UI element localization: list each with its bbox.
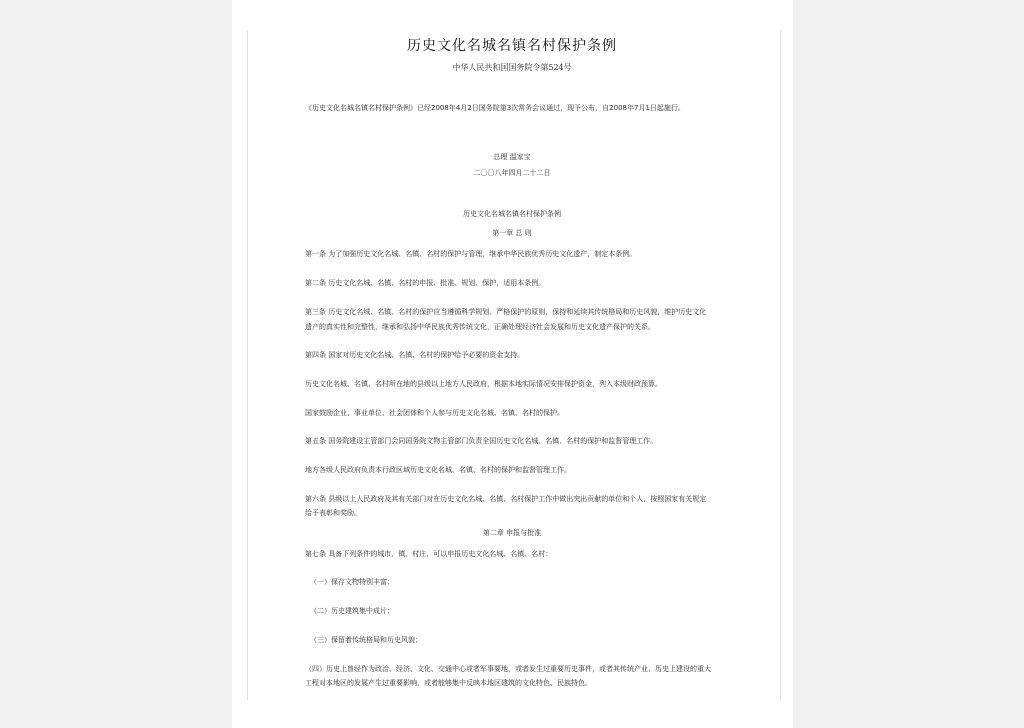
document-title: 历史文化名城名镇名村保护条例: [407, 38, 617, 54]
page-border-left: [247, 30, 248, 700]
article-2: 第二条 历史文化名城、名镇、名村的申报、批准、规划、保护，适用本条例。: [305, 279, 546, 287]
promulgation-text: 《历史文化名城名镇名村保护条例》已经2008年4月2日国务院第3次常务会议通过，现予公布，自2008年7月1日起施行。: [305, 104, 685, 112]
article-7: 第七条 具备下列条件的城市、镇、村庄，可以申报历史文化名城、名镇、名村：: [305, 550, 553, 558]
article-3-line-1: 第三条 历史文化名城、名镇、名村的保护应当遵循科学规划、严格保护的原则，保持和延续其传统格局和历史风貌，维护历史文化: [305, 308, 707, 316]
article-5-para-1: 第五条 国务院建设主管部门会同国务院文物主管部门负责全国历史文化名城、名镇、名村的保护和监督管理工作。: [305, 437, 658, 445]
article-3-line-2: 遗产的真实性和完整性，继承和弘扬中华民族优秀传统文化，正确处理经济社会发展和历史文化遗产保护的关系。: [305, 323, 655, 331]
article-4-para-2: 历史文化名城、名镇、名村所在地的县级以上地方人民政府，根据本地实际情况安排保护资金，列入本级财政预算。: [305, 380, 662, 388]
signatory: 总理 温家宝: [493, 153, 531, 161]
article-7-item-2: （二）历史建筑集中成片；: [310, 607, 394, 615]
article-4-para-3: 国家鼓励企业、事业单位、社会团体和个人参与历史文化名城、名镇、名村的保护。: [305, 409, 564, 417]
regulation-subtitle: 历史文化名城名镇名村保护条例: [463, 210, 561, 218]
article-4-para-1: 第四条 国家对历史文化名城、名镇、名村的保护给予必要的资金支持。: [305, 351, 525, 359]
viewer-background-left: [0, 0, 232, 728]
article-7-item-4-line-2: 工程对本地区的发展产生过重要影响，或者能够集中反映本地区建筑的文化特色、民族特色。: [305, 679, 592, 687]
chapter-2-heading: 第二章 申报与批准: [482, 529, 542, 537]
article-7-item-4-line-1: （四）历史上曾经作为政治、经济、文化、交通中心或者军事要地，或者发生过重要历史事件，或者其传统产业、历史上建设的重大: [305, 665, 711, 673]
article-7-item-1: （一）保存文物特别丰富；: [310, 578, 394, 586]
article-6-line-2: 给予表彰和奖励。: [305, 509, 361, 517]
decree-number: 中华人民共和国国务院令第524号: [452, 63, 572, 72]
article-7-item-3: （三）保留着传统格局和历史风貌；: [310, 636, 422, 644]
viewer-background-right: [793, 0, 1024, 728]
article-5-para-2: 地方各级人民政府负责本行政区域历史文化名城、名镇、名村的保护和监督管理工作。: [305, 466, 571, 474]
page-border-right: [780, 30, 781, 700]
issue-date: 二〇〇八年四月二十二日: [473, 169, 551, 177]
chapter-1-heading: 第一章 总 则: [492, 229, 532, 237]
article-6-line-1: 第六条 县级以上人民政府及其有关部门对在历史文化名城、名镇、名村保护工作中做出突出贡献的单位和个人，按照国家有关规定: [305, 495, 707, 503]
article-1: 第一条 为了加强历史文化名城、名镇、名村的保护与管理，继承中华民族优秀历史文化遗产，制定本条例。: [305, 250, 637, 258]
